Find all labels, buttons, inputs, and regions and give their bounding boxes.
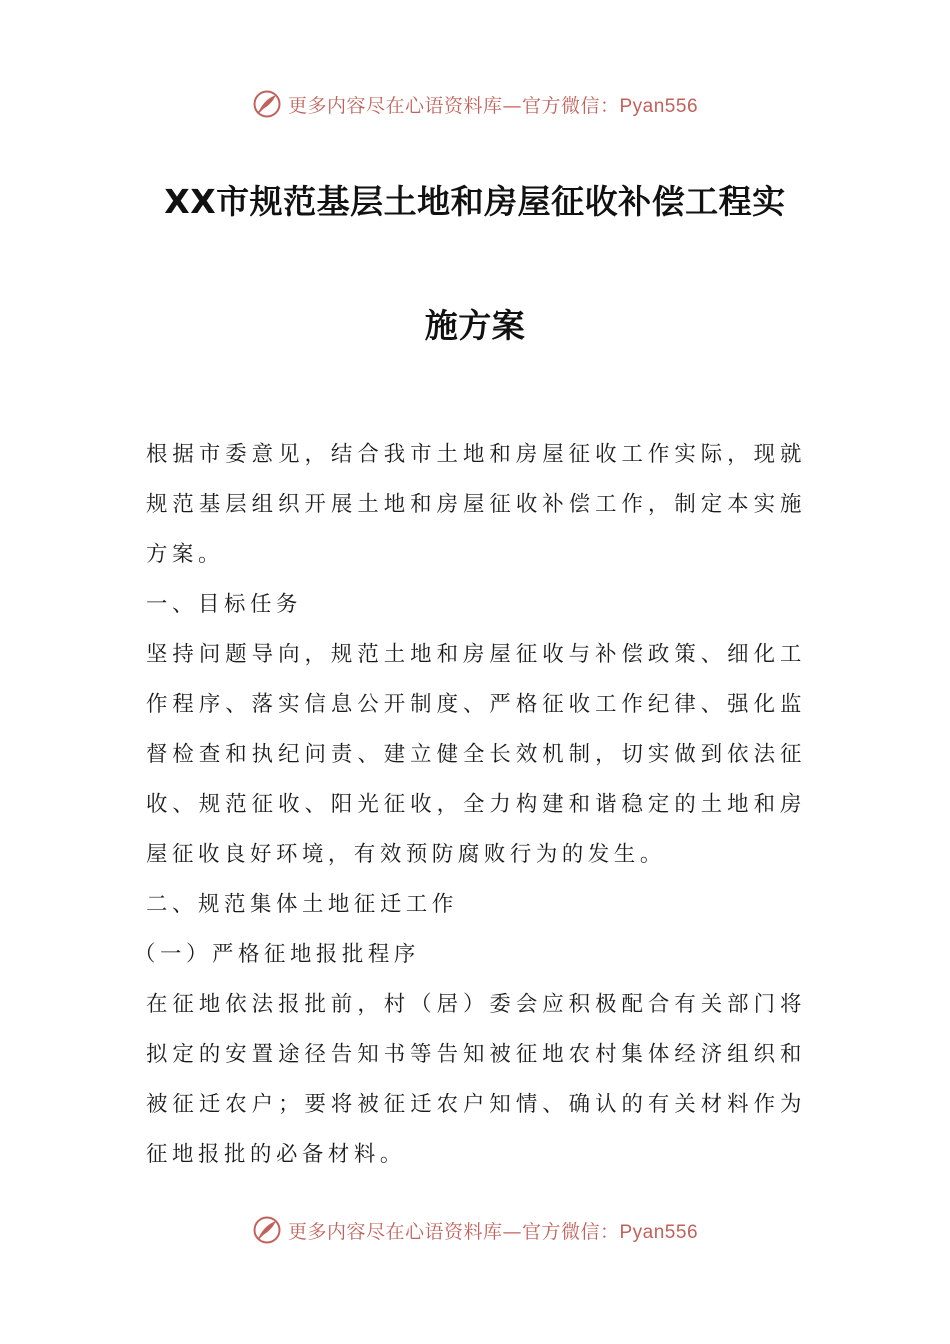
watermark-label: 更多内容尽在心语资料库—官方微信： xyxy=(287,1220,620,1243)
watermark-footer xyxy=(0,1210,950,1250)
section-2-heading: 二、规范集体土地征迁工作 xyxy=(146,892,458,917)
document-title-line-1: XX市规范基层土地和房屋征收补偿工程实 xyxy=(164,182,786,221)
watermark-wechat-id: Pyan556 xyxy=(619,95,699,117)
watermark-wechat-id: Pyan556 xyxy=(619,1221,699,1243)
section-1-heading: 一、目标任务 xyxy=(146,592,302,617)
intro-paragraph: 根据市委意见，结合我市土地和房屋征收工作实际，现就规范基层组织开展土地和房屋征收补偿工作，制定本实施方案。 xyxy=(146,442,806,567)
document-title-line-2: 施方案 xyxy=(424,306,526,345)
subsection-1-paragraph: 在征地依法报批前，村（居）委会应积极配合有关部门将拟定的安置途径告知书等告知被征地农村集体经济组织和被征迁农户；要将被征迁农户知情、确认的有关材料作为征地报批的必备材料。 xyxy=(146,992,806,1167)
document-body xyxy=(134,430,806,1180)
watermark-text xyxy=(288,91,698,118)
quill-logo-icon xyxy=(252,1215,282,1245)
quill-logo-icon xyxy=(252,89,282,119)
subsection-1-heading: （一）严格征地报批程序 xyxy=(134,942,420,967)
watermark-header xyxy=(0,84,950,124)
section-1-paragraph: 坚持问题导向，规范土地和房屋征收与补偿政策、细化工作程序、落实信息公开制度、严格征收工作纪律、强化监督检查和执纪问责、建立健全长效机制，切实做到依法征收、规范征收、阳光征收，全力构建和谐稳定的土地和房屋征收良好环境，有效预防腐败行为的发生。 xyxy=(146,642,806,867)
watermark-label: 更多内容尽在心语资料库—官方微信： xyxy=(287,94,620,117)
watermark-text xyxy=(288,1217,698,1244)
